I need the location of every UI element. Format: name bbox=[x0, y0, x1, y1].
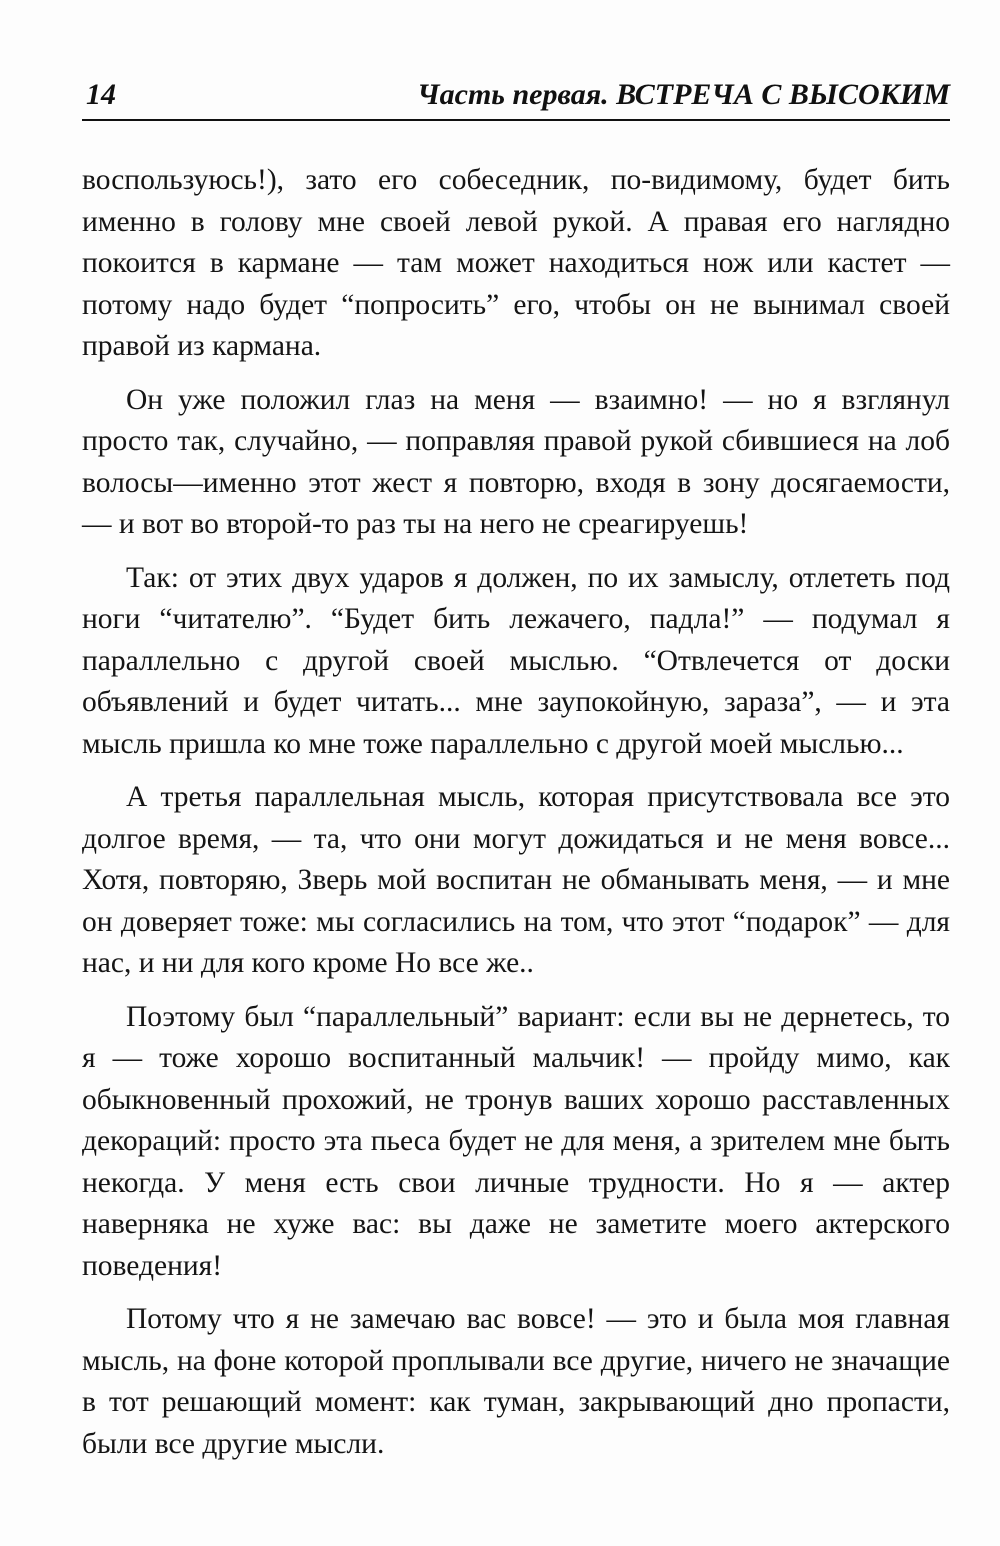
paragraph: Так: от этих двух ударов я должен, по их замыслу, отлететь под ноги “читателю”. “Будет бить лежачего, падла!” — подумал я параллельно с другой своей мыслью. “Отвлечется от доски объявлений и будет читать... мне заупокойную, зараза”, — и эта мысль пришла ко мне тоже параллельно с другой моей мыслью... bbox=[82, 561, 950, 760]
header-rule bbox=[82, 119, 950, 121]
body-text bbox=[82, 160, 950, 1477]
paragraph: воспользуюсь!), зато его собеседник, по-видимому, будет бить именно в голову мне своей левой рукой. А правая его наглядно покоится в кармане — там может находиться нож или кастет — потому надо будет “попросить” его, чтобы он не вынимал своей правой из кармана. bbox=[82, 164, 950, 362]
paragraph: А третья параллельная мысль, которая присутствовала все это долгое время, — та, что они могут дожидаться и не меня вовсе... Хотя, повторяю, Зверь мой воспитан не обманывать меня, — и мне он доверяет тоже: мы согласились на том, что этот “подарок” — для нас, и ни для кого кроме Но все же.. bbox=[82, 781, 950, 979]
section-title: Часть первая. ВСТРЕЧА С ВЫСОКИМ bbox=[417, 78, 950, 111]
running-header bbox=[82, 78, 950, 120]
page-number: 14 bbox=[86, 78, 116, 111]
paragraph: Он уже положил глаз на меня — взаимно! — но я взглянул просто так, случайно, — поправляя правой рукой сбившиеся на лоб волосы—именно этот жест я повторю, входя в зону досягаемости, — и вот во второй-то раз ты на него не среагируешь! bbox=[82, 383, 950, 540]
paragraph: Поэтому был “параллельный” вариант: если вы не дернетесь, то я — тоже хорошо воспитанный мальчик! — пройду мимо, как обыкновенный прохожий, не тронув ваших хорошо расставленных декораций: просто эта пьеса будет не для меня, а зрителем мне быть некогда. У меня есть свои личные трудности. Но я — актер наверняка не хуже вас: вы даже не заметите моего актерского поведения! bbox=[82, 1000, 950, 1282]
paragraph: Потому что я не замечаю вас вовсе! — это и была моя главная мысль, на фоне которой проплывали все другие, ничего не значащие в тот решающий момент: как туман, закрывающий дно пропасти, были все другие мысли. bbox=[82, 1303, 950, 1460]
